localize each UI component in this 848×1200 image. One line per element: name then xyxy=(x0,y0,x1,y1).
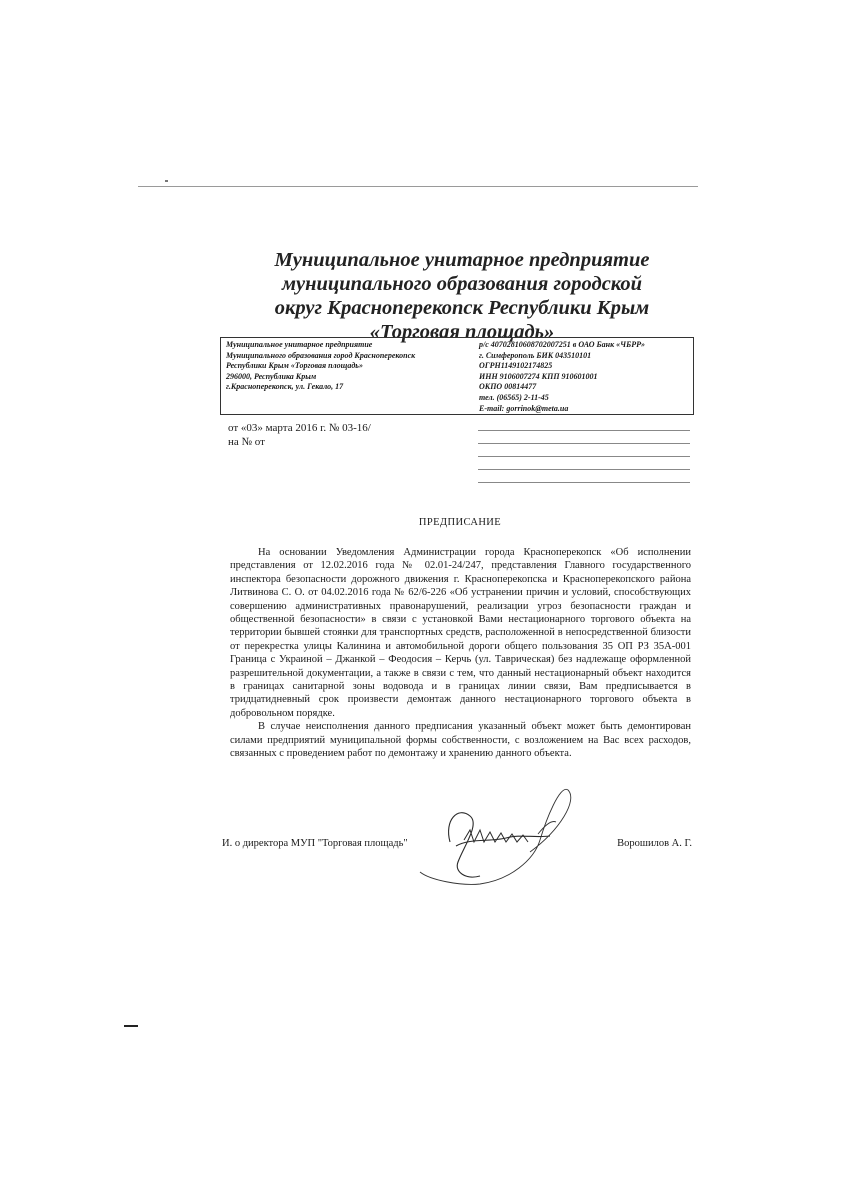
requisites-line: г.Красноперекопск, ул. Гекало, 17 xyxy=(226,382,344,392)
okpo-line: ОКПО 00814477 xyxy=(479,382,537,392)
bank-account-line: р/с 40702810608702007251 в ОАО Банк «ЧБРР» xyxy=(479,340,645,349)
requisites-line: Муниципального образования город Красноперекопск xyxy=(226,350,416,360)
phone-line: тел. (06565) 2-11-45 xyxy=(479,392,549,402)
document-heading: ПРЕДПИСАНИЕ xyxy=(418,517,502,528)
ogrn-line: ОГРН1149102174825 xyxy=(479,361,553,371)
email-label: E-mail: xyxy=(479,403,507,413)
document-body xyxy=(230,546,691,761)
blank-line xyxy=(478,456,690,457)
organization-title-line: муниципального образования городской xyxy=(281,273,643,295)
outgoing-number: от «03» марта 2016 г. № 03-16/ xyxy=(228,422,371,434)
body-paragraph: В случае неисполнения данного предписания указанный объект может быть демонтирован силами предприятий муниципальной формы собственности, с возложением на Вас всех расходов, связанных с проведением работ по демонтажу и хранению данного объекта. xyxy=(230,721,691,760)
blank-line xyxy=(478,469,690,470)
signature-row xyxy=(222,838,692,878)
addressee-blank-lines xyxy=(478,430,690,495)
organization-title-line: округ Красноперекопск Республики Крым xyxy=(274,297,650,319)
scan-artifact xyxy=(124,1025,138,1027)
requisites-box xyxy=(220,337,694,415)
signatory-name: Ворошилов А. Г. xyxy=(617,838,692,849)
email-link[interactable]: gorrinok@meta.ua xyxy=(506,403,569,413)
blank-line xyxy=(478,443,690,444)
signatory-position: И. о директора МУП "Торговая площадь" xyxy=(222,838,408,849)
organization-title-line: «Торговая площадь» xyxy=(369,321,555,343)
outgoing-reference xyxy=(228,421,371,449)
scan-edge-line xyxy=(138,186,698,187)
bank-bik-line: г. Симферополь БИК 043510101 xyxy=(479,350,592,360)
email-line xyxy=(479,404,695,415)
scan-artifact xyxy=(165,180,168,182)
incoming-number: на № от xyxy=(228,436,265,448)
body-paragraph: На основании Уведомления Администрации города Красноперекопск «Об исполнении представления от 12.02.2016 года № 02.01-24/247, представления Главного государственного инспектора безопасности дорожного движения г. Красноперекопска и Красноперекопского района Литвинова С. О. от 04.02.2016 года № 62/6-226 «Об устранении причин и условий, способствующих совершению административных правонарушений, реализации угроз безопасности граждан и общественной безопасности» в связи с установкой Вами нестационарного торгового объекта на территории бывшей стоянки для транспортных средств, расположенной в непосредственной близости от перекрестка улицы Калинина и автомобильной дороги общего пользования 35 ОП РЗ 35А-001 Граница с Украиной – Джанкой – Феодосия – Керчь (ул. Таврическая) без надлежаще оформленной разрешительной документации, а также в связи с тем, что данный нестационарный объект находится в границах санитарной зоны водовода и в границах линии связи, Вам предписывается в тридцатидневный срок произвести демонтаж данного нестационарного торгового объекта в добровольном порядке. xyxy=(230,547,691,719)
inn-kpp-line: ИНН 9106007274 КПП 910601001 xyxy=(479,371,598,381)
requisites-left-column xyxy=(226,340,474,393)
organization-title xyxy=(222,248,702,344)
requisites-right-column xyxy=(479,340,695,414)
blank-line xyxy=(478,482,690,483)
organization-title-line: Муниципальное унитарное предприятие xyxy=(274,249,650,271)
requisites-line: Муниципальное унитарное предприятие xyxy=(226,340,373,349)
blank-line xyxy=(478,430,690,431)
requisites-line: 296000, Республика Крым xyxy=(226,371,317,381)
requisites-line: Республики Крым «Торговая площадь» xyxy=(226,361,363,371)
